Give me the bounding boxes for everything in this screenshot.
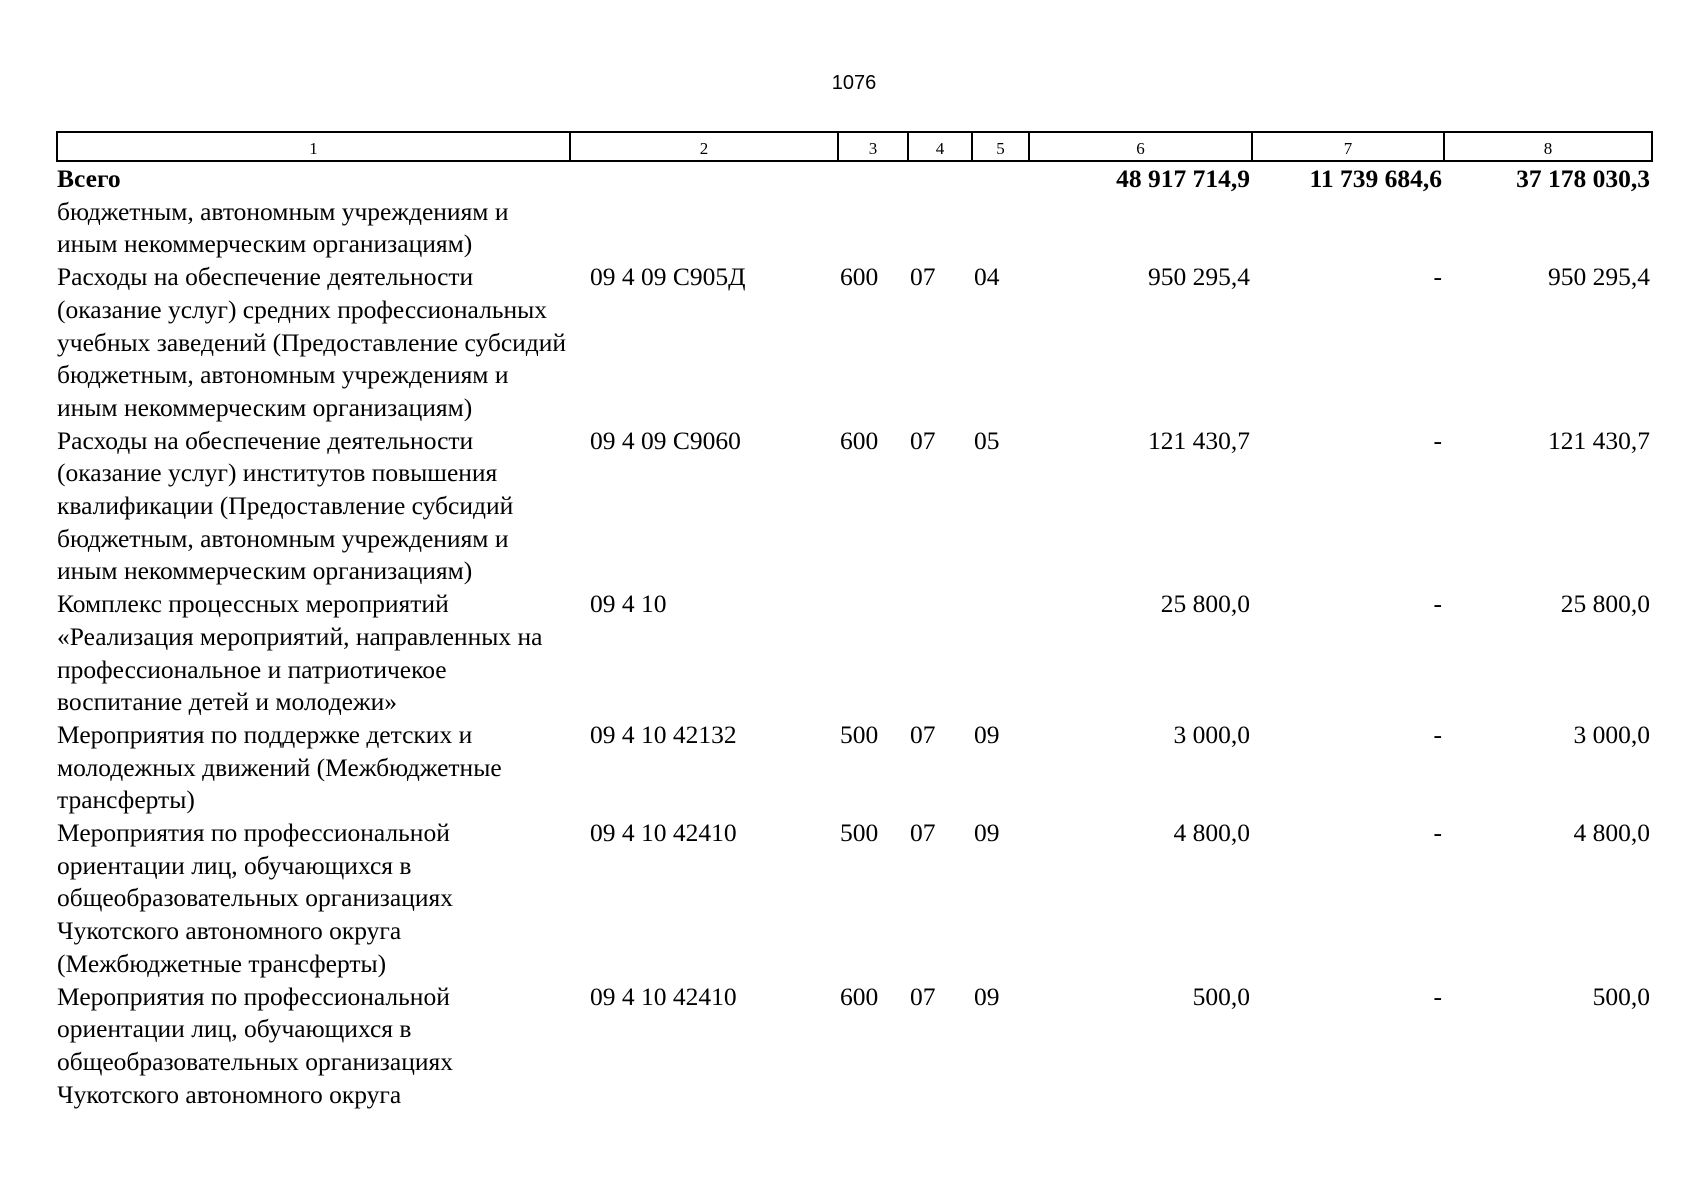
row-code: 09 4 10 xyxy=(590,589,667,619)
row-col7: - xyxy=(1433,719,1442,749)
row-code xyxy=(570,196,838,261)
row-col6: 3 000,0 xyxy=(1173,719,1250,749)
row-col6: 4 800,0 xyxy=(1173,818,1250,848)
row-col6: 950 295,4 xyxy=(1148,262,1250,292)
table-row xyxy=(57,588,1652,719)
header-row xyxy=(57,132,1652,161)
total-col6: 48 917 714,9 xyxy=(1116,164,1250,193)
row-col7: - xyxy=(1433,981,1442,1011)
row-code: 09 4 09 С9060 xyxy=(590,425,741,455)
row-code: 09 4 10 42410 xyxy=(590,818,737,848)
row-name: Расходы на обеспечение деятельности (оказание услуг) средних профессиональных учебных заведений (Предоставление субсидий бюджетным, автономным учреждениям и иным некоммерческим организациям) xyxy=(57,262,567,422)
row-rz: 07 xyxy=(910,981,936,1011)
table-row xyxy=(57,196,1652,261)
total-row xyxy=(57,161,1652,196)
page-number: 1076 xyxy=(831,72,877,94)
header-col-4: 4 xyxy=(908,132,972,161)
total-col8: 37 178 030,3 xyxy=(1516,164,1650,193)
row-rz xyxy=(908,196,972,261)
row-col8: 950 295,4 xyxy=(1548,262,1650,292)
row-name: Мероприятия по поддержке детских и молодежных движений (Межбюджетные трансферты) xyxy=(57,719,502,815)
table-row xyxy=(57,425,1652,589)
row-vr: 600 xyxy=(840,262,879,292)
row-code: 09 4 10 42132 xyxy=(590,719,737,749)
row-rz: 07 xyxy=(910,262,936,292)
total-rz xyxy=(908,161,972,196)
row-col7: - xyxy=(1433,425,1442,455)
budget-table-container xyxy=(56,131,1651,1111)
row-rz: 07 xyxy=(910,818,936,848)
row-vr xyxy=(838,196,908,261)
row-vr: 600 xyxy=(840,425,879,455)
row-pr xyxy=(972,588,1029,719)
row-col8: 4 800,0 xyxy=(1573,818,1650,848)
row-pr: 05 xyxy=(974,425,1000,455)
row-col7: - xyxy=(1433,589,1442,619)
header-col-5: 5 xyxy=(972,132,1029,161)
header-col-7: 7 xyxy=(1252,132,1444,161)
table-header xyxy=(57,132,1652,161)
header-col-6: 6 xyxy=(1029,132,1252,161)
header-col-2: 2 xyxy=(570,132,838,161)
table-row xyxy=(57,261,1652,425)
row-vr: 500 xyxy=(840,818,879,848)
header-col-3: 3 xyxy=(838,132,908,161)
row-col6: 25 800,0 xyxy=(1160,589,1250,619)
row-vr xyxy=(838,588,908,719)
total-pr xyxy=(972,161,1029,196)
row-name: Расходы на обеспечение деятельности (оказание услуг) институтов повышения квалификации (Предоставление субсидий бюджетным, автономным учреждениям и иным некоммерческим организациям) xyxy=(57,425,514,586)
row-rz: 07 xyxy=(910,425,936,455)
row-col8: 121 430,7 xyxy=(1548,425,1650,455)
total-label: Всего xyxy=(57,164,121,193)
row-rz: 07 xyxy=(910,719,936,749)
row-col7 xyxy=(1252,196,1444,261)
row-code: 09 4 09 С905Д xyxy=(590,262,746,292)
row-pr: 09 xyxy=(974,719,1000,749)
row-col8: 25 800,0 xyxy=(1560,589,1650,619)
header-col-1: 1 xyxy=(57,132,570,161)
row-name: Мероприятия по профессиональной ориентации лиц, обучающихся в общеобразовательных организациях Чукотского автономного округа (Межбюджетные трансферты) xyxy=(57,818,453,978)
row-pr: 09 xyxy=(974,981,1000,1011)
total-col7: 11 739 684,6 xyxy=(1309,164,1442,193)
row-pr: 09 xyxy=(974,818,1000,848)
row-col6: 121 430,7 xyxy=(1148,425,1250,455)
row-name: Мероприятия по профессиональной ориентации лиц, обучающихся в общеобразовательных организациях Чукотского автономного округа xyxy=(57,981,453,1109)
budget-table xyxy=(56,131,1653,1111)
row-pr: 04 xyxy=(974,262,1000,292)
table-row xyxy=(57,981,1652,1112)
total-code xyxy=(570,161,838,196)
table-body xyxy=(57,161,1652,1111)
row-rz xyxy=(908,588,972,719)
row-pr xyxy=(972,196,1029,261)
row-col6 xyxy=(1029,196,1252,261)
row-vr: 500 xyxy=(840,719,879,749)
row-vr: 600 xyxy=(840,981,879,1011)
row-code: 09 4 10 42410 xyxy=(590,981,737,1011)
row-name: бюджетным, автономным учреждениям и иным некоммерческим организациям) xyxy=(57,196,509,259)
row-col7: - xyxy=(1433,818,1442,848)
row-col8: 3 000,0 xyxy=(1573,719,1650,749)
table-row xyxy=(57,719,1652,817)
table-row xyxy=(57,817,1652,981)
header-col-8: 8 xyxy=(1444,132,1652,161)
row-col7: - xyxy=(1433,262,1442,292)
row-col8: 500,0 xyxy=(1592,981,1650,1011)
total-vr xyxy=(838,161,908,196)
row-col6: 500,0 xyxy=(1192,981,1250,1011)
row-col8 xyxy=(1444,196,1652,261)
row-name: Комплекс процессных мероприятий «Реализация мероприятий, направленных на профессиональное и патриотичекое воспитание детей и молодежи» xyxy=(57,589,543,717)
